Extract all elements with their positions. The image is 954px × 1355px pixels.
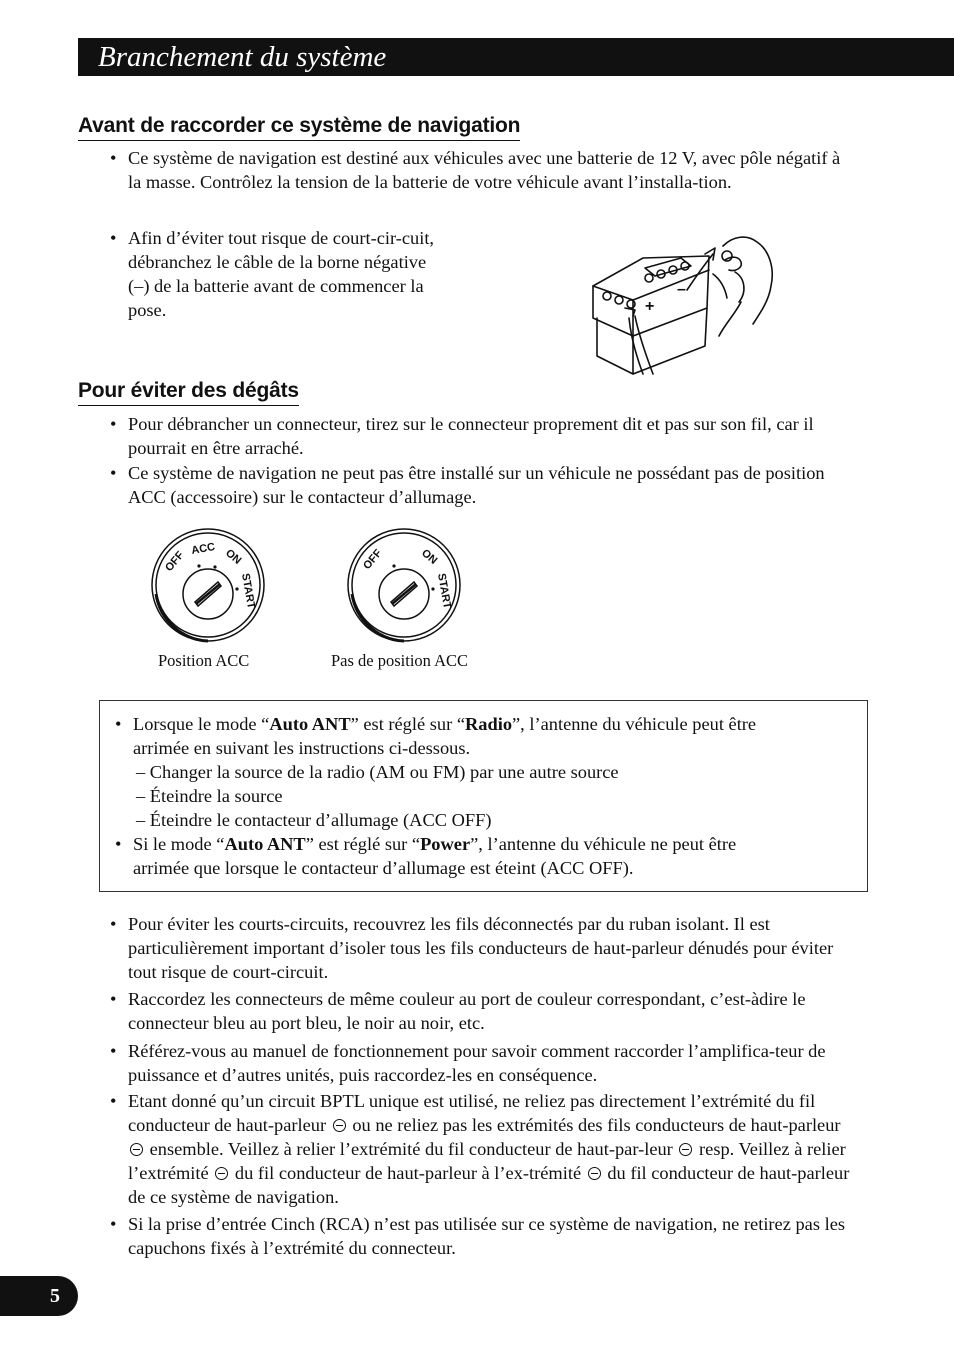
auto-ant-term: Auto ANT: [224, 834, 306, 854]
note-sub-acc-off: – Éteindre le contacteur d’allumage (ACC OFF): [136, 810, 492, 830]
ignition-switch-with-acc: [148, 524, 270, 646]
section-heading-before-connecting: Avant de raccorder ce système de navigation: [78, 113, 520, 141]
page-title: Branchement du système: [98, 41, 387, 73]
minus-circle-icon: [333, 1119, 346, 1132]
note-bullet-auto-ant-radio: • Lorsque le mode “Auto ANT” est réglé sur “Radio”, l’antenne du véhicule peut être: [133, 712, 853, 736]
section-banner: [78, 38, 954, 76]
start-label: START: [435, 572, 454, 610]
bullet-acc-position: • Ce système de navigation ne peut pas être installé sur un véhicule ne possédant pas de position ACC (accessoire) sur le contacteur d’allumage.: [128, 461, 858, 509]
page-number-tab: [0, 1276, 78, 1316]
off-label: OFF: [163, 549, 187, 574]
caption-no-acc-position: Pas de position ACC: [331, 651, 469, 670]
power-term: Power: [420, 834, 471, 854]
note-line-acc-off: arrimée que lorsque le contacteur d’allumage est éteint (ACC OFF).: [133, 858, 634, 878]
on-label: ON: [419, 547, 440, 567]
minus-circle-icon: [588, 1167, 601, 1180]
caption-acc-position: Position ACC: [158, 651, 250, 670]
note-line-instructions: arrimée en suivant les instructions ci-dessous.: [133, 738, 471, 758]
bullet-insulate-wires: • Pour éviter les courts-circuits, recouvrez les fils déconnectés par du ruban isolant. Il est particulièrement important d’isoler tous les fils conducteurs de haut-parleur dénudés pour éviter tout risque de court-circuit.: [128, 912, 858, 984]
bullet-rca-caps: • Si la prise d’entrée Cinch (RCA) n’est pas utilisée sur ce système de navigation, ne retirez pas les capuchons fixés à l’extrémité du connecteur.: [128, 1212, 858, 1260]
on-label: ON: [223, 547, 244, 567]
note-sub-turn-off-source: – Éteindre la source: [136, 786, 283, 806]
bullet-battery-voltage: • Ce système de navigation est destiné aux véhicules avec une batterie de 12 V, avec pôle négatif à la masse. Contrôlez la tension de la batterie de votre véhicule avant l’installa-tion.: [128, 146, 858, 194]
bullet-disconnect-negative: • Afin d’éviter tout risque de court-cir-cuit, débranchez le câble de la borne négative (–) de la batterie avant de commencer la pose.: [128, 226, 448, 322]
bullet-pull-connector: • Pour débrancher un connecteur, tirez sur le connecteur proprement dit et pas sur son fil, car il pourrait en être arraché.: [128, 412, 858, 460]
note-sub-change-source: – Changer la source de la radio (AM ou FM) par une autre source: [136, 762, 619, 782]
minus-circle-icon: [215, 1167, 228, 1180]
radio-term: Radio: [465, 714, 513, 734]
off-label: OFF: [361, 547, 385, 572]
minus-circle-icon: [679, 1143, 692, 1156]
ignition-switch-without-acc: [344, 524, 466, 646]
auto-ant-term: Auto ANT: [269, 714, 351, 734]
battery-disconnect-illustration: [585, 228, 795, 378]
page-number: 5: [50, 1285, 60, 1307]
note-bullet-auto-ant-power: • Si le mode “Auto ANT” est réglé sur “Power”, l’antenne du véhicule ne peut être: [133, 832, 853, 856]
bullet-amplifier-manual: • Référez-vous au manuel de fonctionnement pour savoir comment raccorder l’amplifica-teur de puissance et d’autres unités, puis raccordez-les en conséquence.: [128, 1039, 858, 1087]
bullet-bptl-circuit: • Etant donné qu’un circuit BPTL unique est utilisé, ne reliez pas directement l’extrémité du fil conducteur de haut-parleur ou ne reliez pas les extrémités des fils conducteurs de haut-parleur ensemble. Veillez à relier l’extrémité du fil conducteur de haut-par-leur resp. Veillez à relier l’extrémité du fil conducteur de haut-parleur à l’ex-trémité du fil conducteur de haut-parleur de ce système de navigation.: [128, 1089, 858, 1209]
minus-circle-icon: [130, 1143, 143, 1156]
negative-terminal-label: –: [677, 281, 686, 298]
start-label: START: [239, 572, 258, 610]
positive-terminal-label: +: [645, 298, 655, 315]
bullet-color-connectors: • Raccordez les connecteurs de même couleur au port de couleur correspondant, c’est-àdire le connecteur bleu au port bleu, le noir au noir, etc.: [128, 987, 858, 1035]
section-heading-avoid-damage: Pour éviter des dégâts: [78, 378, 299, 406]
acc-label: ACC: [190, 540, 217, 557]
